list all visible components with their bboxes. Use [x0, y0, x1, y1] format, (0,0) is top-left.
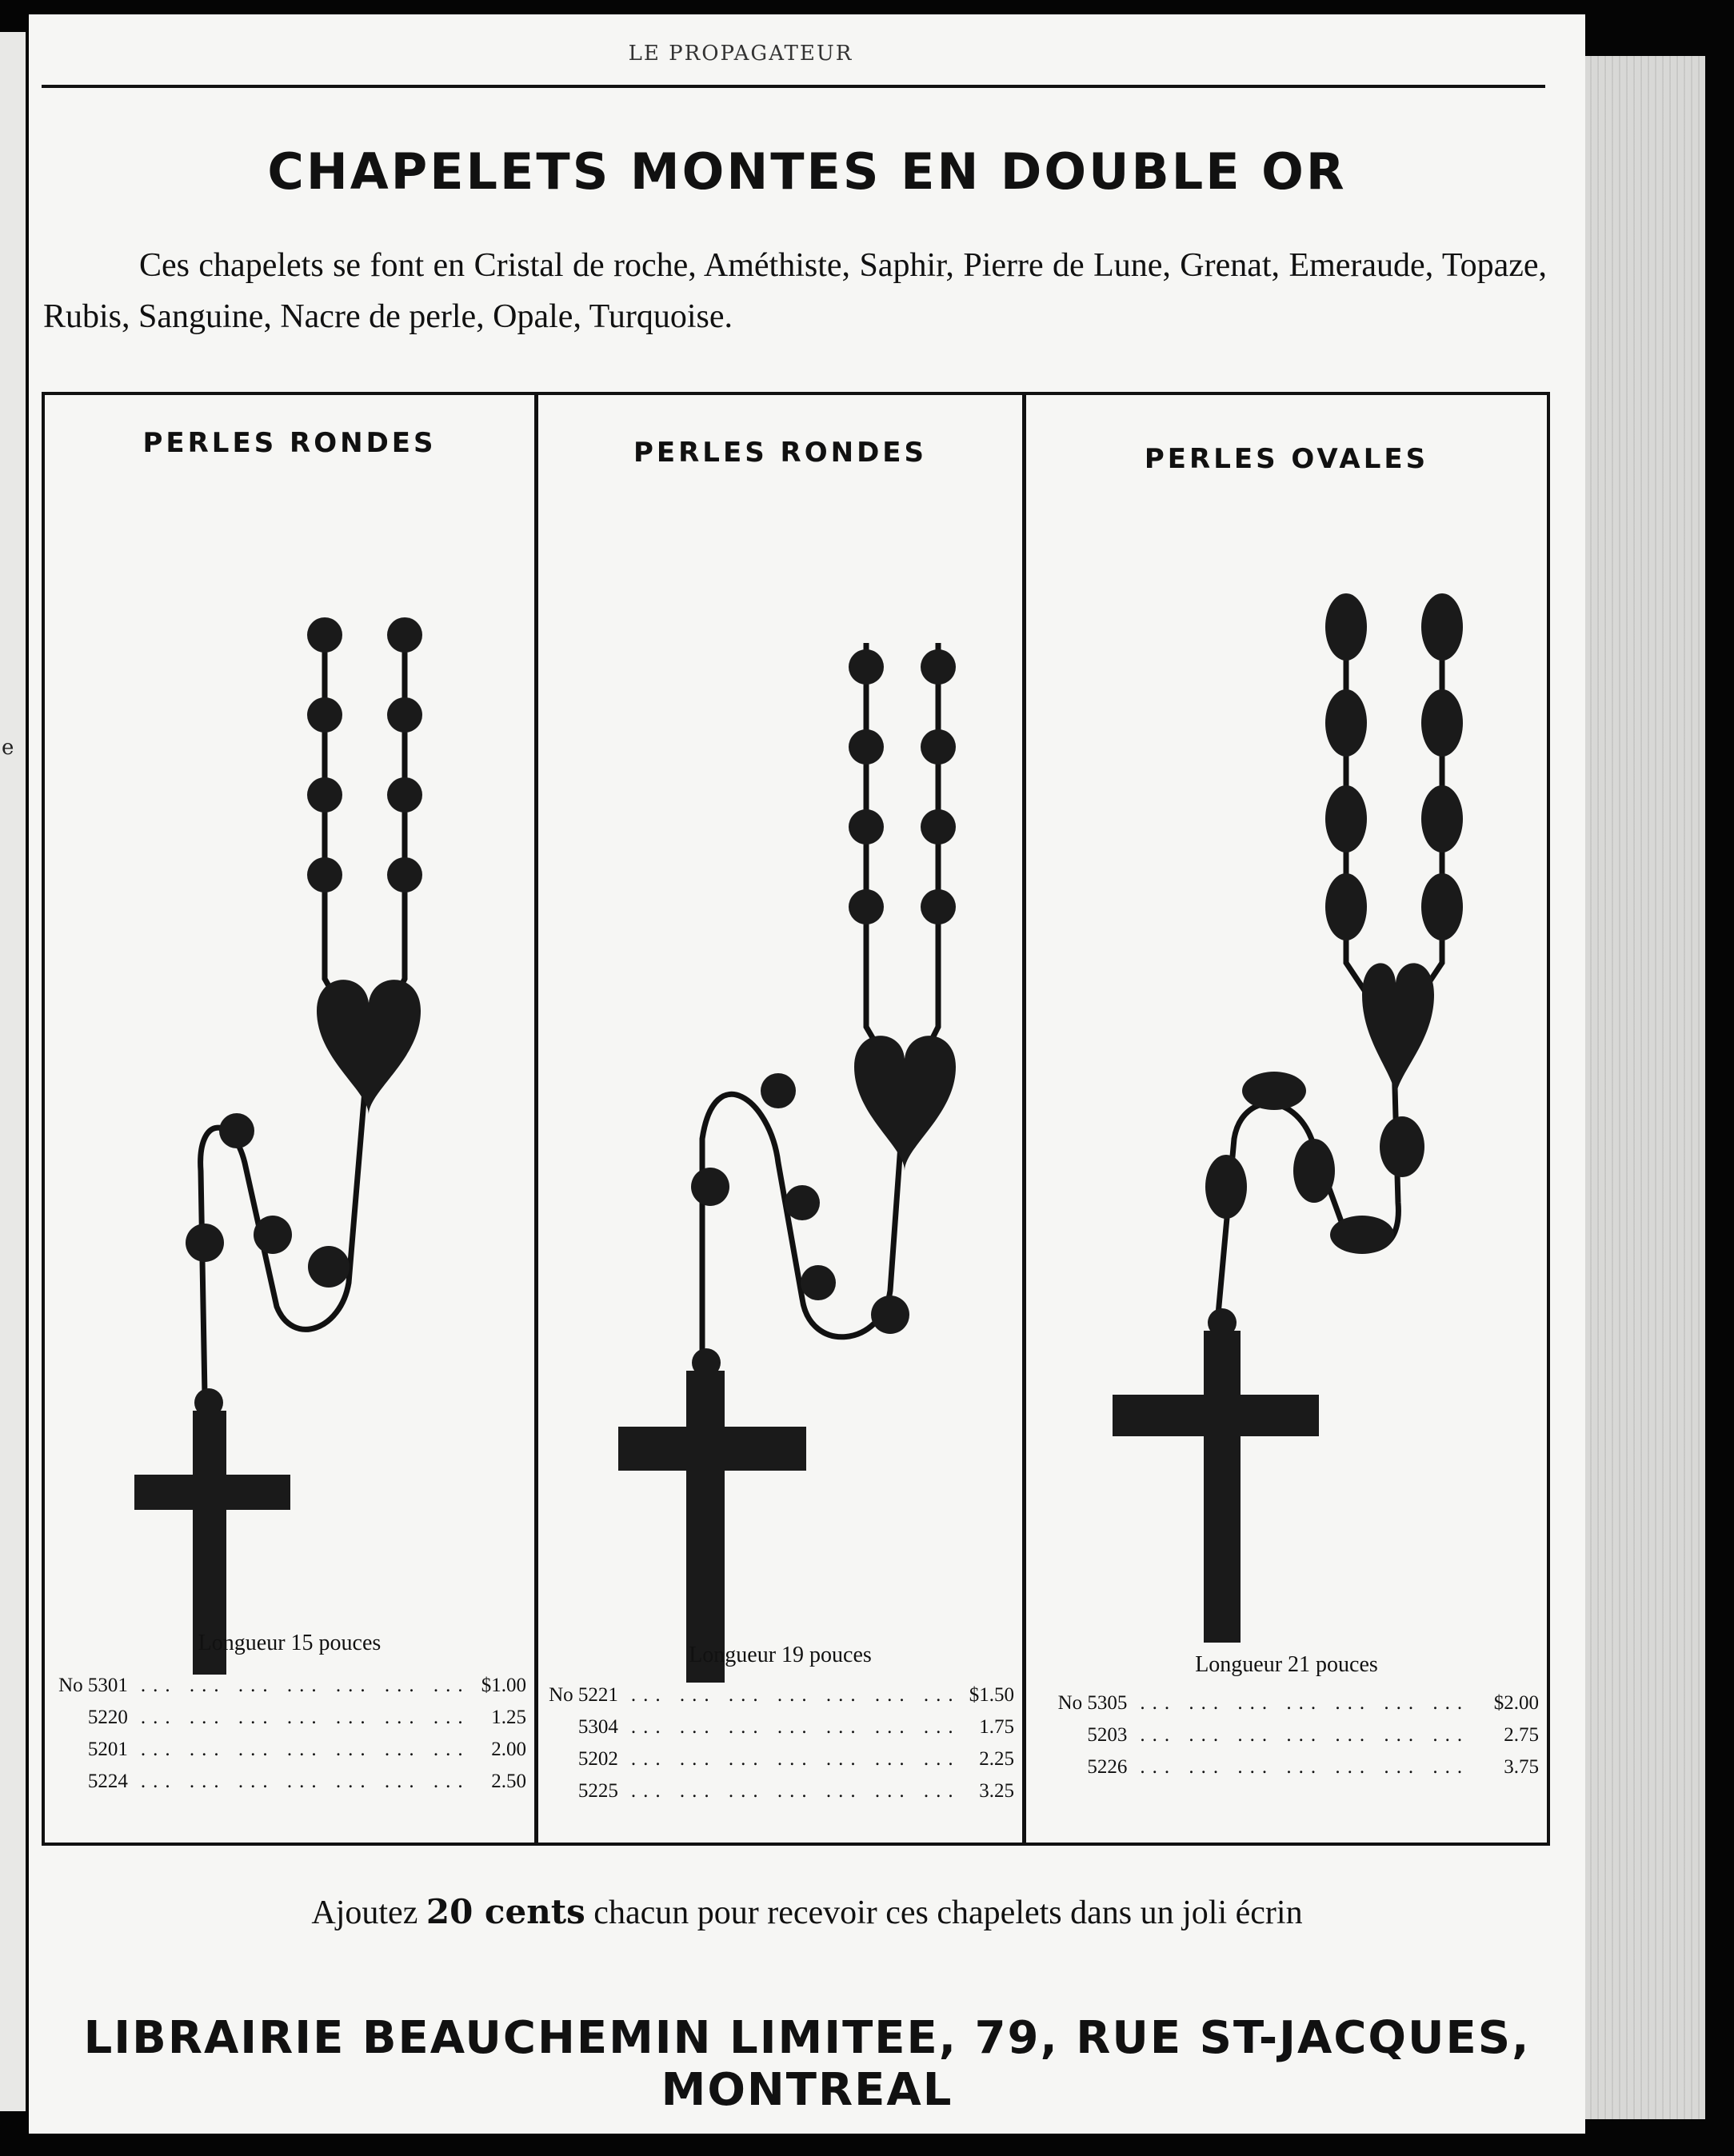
item-price: $2.00 [1493, 1692, 1539, 1714]
price-row [51, 1675, 526, 1707]
length-label: Longueur 21 pouces [1195, 1652, 1378, 1677]
rosary-round-beads-image [538, 483, 1022, 1731]
note-price-emphasis: 20 cents [426, 1892, 585, 1931]
note-text-after: chacun pour recevoir ces chapelets dans un joli écrin [585, 1894, 1303, 1931]
price-row [51, 1771, 526, 1803]
item-number: 5304 [577, 1716, 618, 1738]
price-row [1033, 1692, 1539, 1724]
top-rule [42, 85, 1545, 88]
price-row [1033, 1756, 1539, 1788]
product-column-3 [1022, 395, 1547, 1843]
item-price: 2.00 [491, 1739, 526, 1760]
book-page-edges [1585, 56, 1705, 2119]
item-number: 5226 [1087, 1756, 1128, 1778]
item-number: No 5305 [1057, 1692, 1128, 1714]
price-row [51, 1739, 526, 1771]
item-number: No 5221 [549, 1684, 618, 1706]
price-list [1033, 1692, 1539, 1788]
dot-leader: ... ... ... ... ... ... ... [1140, 1756, 1470, 1778]
dot-leader: ... ... ... ... ... ... ... [140, 1771, 470, 1792]
price-list [51, 1675, 526, 1803]
rosary-round-beads-image [45, 483, 534, 1731]
intro-paragraph: Ces chapelets se font en Cristal de roche, Améthiste, Saphir, Pierre de Lune, Grenat, Emeraude, Topaze, Rubis, Sanguine, Nacre de perle, Opale, Turquoise. [43, 247, 1547, 335]
price-row [545, 1684, 1014, 1716]
running-head: LE PROPAGATEUR [628, 42, 853, 66]
item-number: 5201 [87, 1739, 128, 1760]
column-heading: PERLES RONDES [142, 427, 437, 459]
catalog-page [29, 14, 1585, 2134]
item-number: 5220 [87, 1707, 128, 1728]
price-row [545, 1748, 1014, 1780]
item-number: 5224 [87, 1771, 128, 1792]
price-row [545, 1716, 1014, 1748]
item-number: No 5301 [58, 1675, 128, 1696]
item-number: 5203 [1087, 1724, 1128, 1746]
left-page-edge [0, 32, 26, 2111]
packaging-note [29, 1892, 1585, 1932]
page-title: CHAPELETS MONTES EN DOUBLE OR [267, 142, 1347, 201]
item-price: 2.25 [979, 1748, 1014, 1770]
dot-leader: ... ... ... ... ... ... ... [630, 1684, 961, 1706]
item-number: 5202 [577, 1748, 618, 1770]
price-row [51, 1707, 526, 1739]
price-row [545, 1780, 1014, 1812]
dot-leader: ... ... ... ... ... ... ... [630, 1780, 961, 1802]
dot-leader: ... ... ... ... ... ... ... [1140, 1724, 1470, 1746]
length-label: Longueur 19 pouces [689, 1643, 872, 1667]
item-price: 1.75 [979, 1716, 1014, 1738]
column-heading: PERLES RONDES [633, 437, 927, 469]
dot-leader: ... ... ... ... ... ... ... [140, 1707, 470, 1728]
dot-leader: ... ... ... ... ... ... ... [140, 1739, 470, 1760]
length-label: Longueur 15 pouces [198, 1631, 382, 1655]
item-price: 3.75 [1504, 1756, 1539, 1778]
item-price: $1.50 [969, 1684, 1014, 1706]
rosary-oval-beads-image [1026, 483, 1546, 1731]
dot-leader: ... ... ... ... ... ... ... [630, 1716, 961, 1738]
left-page-fragment: e [2, 736, 14, 760]
price-row [1033, 1724, 1539, 1756]
product-grid [42, 392, 1550, 1846]
item-number: 5225 [577, 1780, 618, 1802]
item-price: 2.50 [491, 1771, 526, 1792]
item-price: 3.25 [979, 1780, 1014, 1802]
item-price: 2.75 [1504, 1724, 1539, 1746]
column-heading: PERLES OVALES [1144, 443, 1429, 475]
item-price: 1.25 [491, 1707, 526, 1728]
product-column-1 [45, 395, 534, 1843]
dot-leader: ... ... ... ... ... ... ... [630, 1748, 961, 1770]
dot-leader: ... ... ... ... ... ... ... [140, 1675, 470, 1696]
item-price: $1.00 [481, 1675, 526, 1696]
product-column-2 [534, 395, 1022, 1843]
note-text-before: Ajoutez [311, 1894, 426, 1931]
price-list [545, 1684, 1014, 1812]
publisher-line: LIBRAIRIE BEAUCHEMIN LIMITEE, 79, RUE ST-JACQUES, MONTREAL [83, 2012, 1531, 2116]
dot-leader: ... ... ... ... ... ... ... [1140, 1692, 1470, 1714]
